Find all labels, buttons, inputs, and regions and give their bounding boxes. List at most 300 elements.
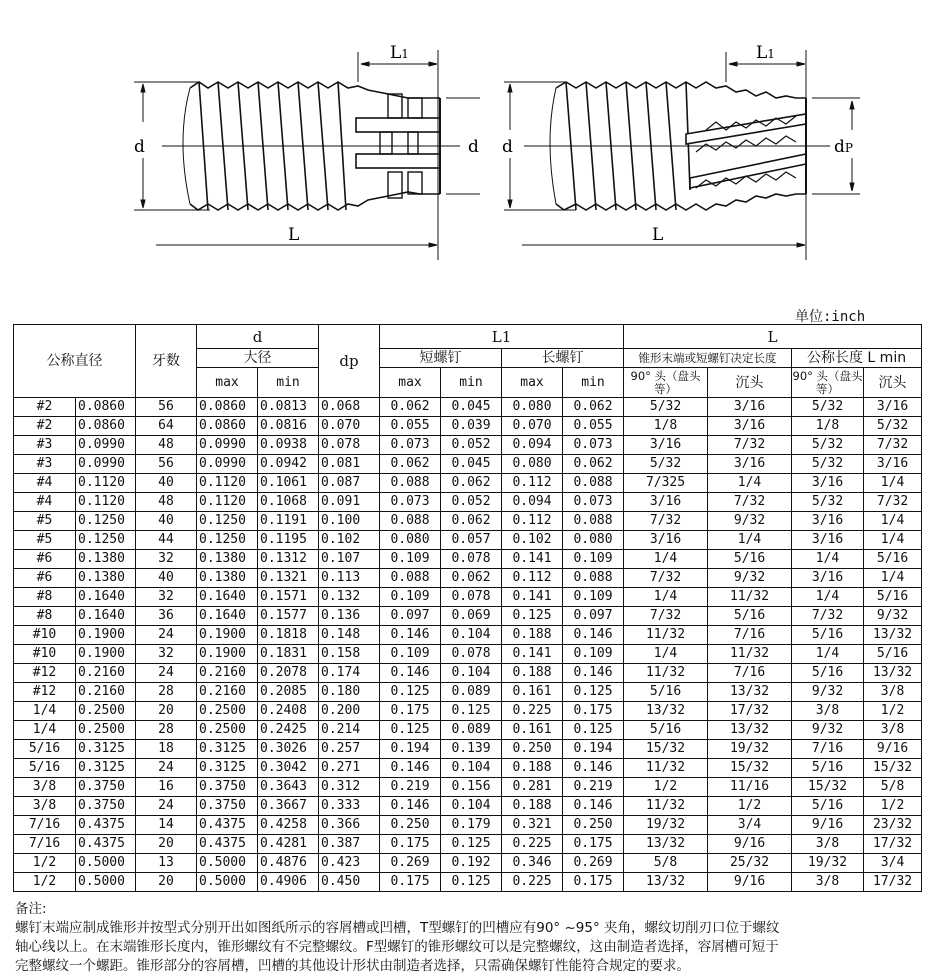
table-cell: 0.125: [563, 683, 624, 702]
table-cell: 0.1191: [258, 512, 319, 531]
table-cell: 7/32: [624, 512, 708, 531]
table-cell: 0.1380: [76, 550, 136, 569]
header-d-min: min: [258, 368, 319, 398]
table-cell: 0.073: [380, 493, 441, 512]
table-cell: 0.1900: [76, 626, 136, 645]
table-cell: 0.4281: [258, 835, 319, 854]
table-cell: 0.5000: [197, 873, 258, 892]
table-cell: 13: [136, 854, 197, 873]
table-body: [14, 398, 922, 892]
table-cell: 5/16: [792, 664, 864, 683]
table-row: [14, 417, 922, 436]
table-cell: 0.1380: [197, 569, 258, 588]
table-cell: 0.4375: [76, 835, 136, 854]
table-cell: 5/16: [792, 759, 864, 778]
table-cell: 0.2078: [258, 664, 319, 683]
header-countersunk-2: 沉头: [864, 368, 922, 398]
table-cell: 0.161: [502, 721, 563, 740]
table-cell: 0.081: [319, 455, 380, 474]
header-nominal-length: 公称长度 L min: [792, 349, 922, 368]
table-cell: 0.068: [319, 398, 380, 417]
table-cell: 0.1250: [76, 531, 136, 550]
table-cell: 0.366: [319, 816, 380, 835]
table-cell: 0.100: [319, 512, 380, 531]
table-cell: 1/2: [864, 797, 922, 816]
table-cell: 0.269: [563, 854, 624, 873]
table-cell: 17/32: [864, 835, 922, 854]
table-cell: 11/32: [708, 645, 792, 664]
table-cell: 0.188: [502, 797, 563, 816]
table-cell: 11/32: [624, 626, 708, 645]
table-cell: 0.091: [319, 493, 380, 512]
svg-text:L: L: [652, 225, 664, 245]
table-cell: 0.0990: [76, 455, 136, 474]
table-cell: 1/4: [624, 550, 708, 569]
table-cell: #2: [14, 398, 76, 417]
table-cell: 0.1380: [76, 569, 136, 588]
table-row: [14, 436, 922, 455]
table-cell: 13/32: [864, 664, 922, 683]
table-cell: 0.2425: [258, 721, 319, 740]
table-cell: 19/32: [792, 854, 864, 873]
table-cell: 0.1312: [258, 550, 319, 569]
table-row: [14, 873, 922, 892]
table-cell: 3/16: [792, 569, 864, 588]
table-cell: #5: [14, 512, 76, 531]
table-cell: 0.088: [380, 474, 441, 493]
table-cell: 0.1380: [197, 550, 258, 569]
table-cell: 0.088: [380, 569, 441, 588]
table-cell: 3/4: [708, 816, 792, 835]
table-cell: 1/2: [708, 797, 792, 816]
table-cell: 0.225: [502, 835, 563, 854]
table-cell: 0.175: [563, 873, 624, 892]
table-cell: 0.104: [441, 626, 502, 645]
table-cell: #10: [14, 626, 76, 645]
table-cell: 1/4: [864, 512, 922, 531]
table-cell: 9/32: [792, 683, 864, 702]
table-cell: 0.097: [380, 607, 441, 626]
table-cell: #6: [14, 569, 76, 588]
table-cell: 5/16: [624, 721, 708, 740]
table-cell: 1/4: [624, 588, 708, 607]
table-cell: 7/16: [708, 664, 792, 683]
table-cell: 0.146: [380, 626, 441, 645]
header-short-min: min: [441, 368, 502, 398]
table-cell: 0.250: [380, 816, 441, 835]
table-cell: 0.269: [380, 854, 441, 873]
table-cell: 1/4: [792, 550, 864, 569]
table-cell: 7/16: [792, 740, 864, 759]
table-cell: 5/32: [792, 436, 864, 455]
table-cell: 0.102: [319, 531, 380, 550]
table-cell: 64: [136, 417, 197, 436]
table-cell: 0.250: [563, 816, 624, 835]
table-cell: 0.080: [563, 531, 624, 550]
table-cell: 0.0942: [258, 455, 319, 474]
table-cell: 17/32: [708, 702, 792, 721]
table-cell: 0.188: [502, 626, 563, 645]
table-cell: 0.3667: [258, 797, 319, 816]
table-cell: 0.062: [380, 455, 441, 474]
table-cell: 0.175: [380, 873, 441, 892]
table-cell: 3/8: [864, 683, 922, 702]
table-cell: 7/32: [864, 493, 922, 512]
table-cell: 0.158: [319, 645, 380, 664]
table-cell: 36: [136, 607, 197, 626]
table-cell: 0.094: [502, 436, 563, 455]
table-cell: 0.062: [380, 398, 441, 417]
table-cell: 0.0813: [258, 398, 319, 417]
table-cell: 9/32: [708, 512, 792, 531]
table-cell: #10: [14, 645, 76, 664]
table-cell: 0.062: [441, 512, 502, 531]
table-cell: 32: [136, 645, 197, 664]
table-cell: 1/8: [624, 417, 708, 436]
table-cell: 0.3125: [76, 740, 136, 759]
table-cell: 0.1900: [197, 626, 258, 645]
table-row: [14, 778, 922, 797]
table-cell: 1/8: [792, 417, 864, 436]
table-cell: 0.139: [441, 740, 502, 759]
table-cell: 0.188: [502, 759, 563, 778]
table-cell: 7/32: [864, 436, 922, 455]
table-cell: 24: [136, 797, 197, 816]
table-cell: 17/32: [864, 873, 922, 892]
table-cell: 3/16: [624, 493, 708, 512]
table-cell: 5/8: [864, 778, 922, 797]
notes-section: [15, 900, 935, 976]
table-cell: 0.088: [563, 474, 624, 493]
notes-line-1: 螺钉末端应制成锥形并按型式分别开出如图纸所示的容屑槽或凹槽，T型螺钉的凹槽应有90° ~95° 夹角，螺纹切削刃口位于螺纹: [15, 920, 780, 936]
table-cell: 5/32: [624, 398, 708, 417]
table-cell: 9/32: [864, 607, 922, 626]
table-cell: 0.156: [441, 778, 502, 797]
table-cell: 11/32: [624, 797, 708, 816]
table-cell: 0.175: [380, 835, 441, 854]
table-cell: 0.321: [502, 816, 563, 835]
table-cell: 1/4: [864, 531, 922, 550]
table-cell: 7/32: [708, 436, 792, 455]
table-cell: 0.062: [563, 398, 624, 417]
table-row: [14, 645, 922, 664]
table-cell: 24: [136, 759, 197, 778]
table-cell: 0.1640: [76, 588, 136, 607]
table-cell: 11/16: [708, 778, 792, 797]
table-row: [14, 588, 922, 607]
table-cell: 0.1250: [197, 512, 258, 531]
table-cell: 0.088: [563, 569, 624, 588]
table-cell: 11/32: [708, 588, 792, 607]
table-cell: #3: [14, 436, 76, 455]
table-cell: 0.057: [441, 531, 502, 550]
table-cell: 11/32: [624, 664, 708, 683]
table-row: [14, 664, 922, 683]
table-cell: 0.2500: [197, 702, 258, 721]
header-threads: 牙数: [136, 325, 197, 398]
table-cell: 48: [136, 493, 197, 512]
header-d-max: max: [197, 368, 258, 398]
svg-text:d: d: [468, 137, 479, 157]
table-cell: 13/32: [624, 702, 708, 721]
table-cell: 0.3750: [76, 778, 136, 797]
table-row: [14, 474, 922, 493]
table-cell: 0.175: [380, 702, 441, 721]
table-cell: 0.450: [319, 873, 380, 892]
table-cell: 0.1195: [258, 531, 319, 550]
table-cell: 0.136: [319, 607, 380, 626]
table-cell: 0.1120: [197, 474, 258, 493]
table-cell: 1/2: [864, 702, 922, 721]
table-row: [14, 569, 922, 588]
header-L1: L1: [380, 325, 624, 349]
table-cell: 0.4375: [197, 816, 258, 835]
table-cell: #4: [14, 474, 76, 493]
table-cell: 13/32: [624, 835, 708, 854]
table-cell: 7/325: [624, 474, 708, 493]
table-cell: 7/32: [624, 569, 708, 588]
table-cell: 0.078: [441, 550, 502, 569]
table-cell: 3/16: [864, 398, 922, 417]
table-cell: 0.1321: [258, 569, 319, 588]
header-dp: dp: [319, 325, 380, 398]
table-cell: 0.3125: [76, 759, 136, 778]
table-cell: 0.141: [502, 550, 563, 569]
table-row: [14, 702, 922, 721]
header-short-max: max: [380, 368, 441, 398]
table-cell: 0.225: [502, 873, 563, 892]
table-cell: 0.5000: [197, 854, 258, 873]
screw-drawing-f-type: [490, 30, 870, 260]
table-cell: 0.3750: [76, 797, 136, 816]
table-cell: 0.062: [441, 474, 502, 493]
table-cell: 0.175: [563, 835, 624, 854]
table-cell: 3/16: [624, 531, 708, 550]
table-cell: 0.141: [502, 645, 563, 664]
table-cell: 40: [136, 474, 197, 493]
table-cell: 3/16: [792, 512, 864, 531]
table-cell: 5/8: [624, 854, 708, 873]
table-cell: 0.109: [563, 588, 624, 607]
table-cell: 0.146: [563, 664, 624, 683]
table-cell: 5/16: [792, 797, 864, 816]
table-cell: #8: [14, 588, 76, 607]
table-cell: 0.4906: [258, 873, 319, 892]
table-cell: 32: [136, 588, 197, 607]
table-cell: 1/4: [792, 588, 864, 607]
table-cell: 0.1900: [76, 645, 136, 664]
table-cell: 7/16: [14, 835, 76, 854]
table-cell: 0.3643: [258, 778, 319, 797]
table-row: [14, 550, 922, 569]
svg-text:d: d: [134, 137, 145, 157]
table-cell: 25/32: [708, 854, 792, 873]
table-cell: 32: [136, 550, 197, 569]
table-cell: 0.1640: [76, 607, 136, 626]
table-cell: 0.1640: [197, 588, 258, 607]
table-cell: 9/16: [708, 873, 792, 892]
table-cell: 13/32: [708, 721, 792, 740]
table-cell: 0.0860: [76, 417, 136, 436]
table-cell: 3/16: [864, 455, 922, 474]
table-cell: 0.052: [441, 493, 502, 512]
table-cell: 5/32: [864, 417, 922, 436]
table-cell: #3: [14, 455, 76, 474]
table-cell: 0.4375: [76, 816, 136, 835]
table-cell: 5/16: [864, 550, 922, 569]
table-cell: 0.146: [380, 797, 441, 816]
table-cell: 0.125: [441, 702, 502, 721]
table-cell: 0.102: [502, 531, 563, 550]
table-cell: 44: [136, 531, 197, 550]
table-cell: 15/32: [864, 759, 922, 778]
table-row: [14, 854, 922, 873]
header-long-screw: 长螺钉: [502, 349, 624, 368]
table-cell: 0.1120: [197, 493, 258, 512]
table-cell: 56: [136, 455, 197, 474]
table-cell: 0.1120: [76, 474, 136, 493]
table-cell: 0.125: [441, 835, 502, 854]
table-cell: 11/32: [624, 759, 708, 778]
table-cell: 0.080: [502, 398, 563, 417]
table-cell: 19/32: [708, 740, 792, 759]
table-cell: 3/16: [708, 398, 792, 417]
table-cell: 13/32: [624, 873, 708, 892]
table-cell: 23/32: [864, 816, 922, 835]
table-cell: 0.2408: [258, 702, 319, 721]
table-cell: 0.107: [319, 550, 380, 569]
table-cell: 0.104: [441, 797, 502, 816]
table-cell: 0.109: [380, 645, 441, 664]
table-cell: 5/16: [624, 683, 708, 702]
table-cell: 3/8: [792, 873, 864, 892]
svg-text:L: L: [288, 225, 300, 245]
table-cell: #12: [14, 683, 76, 702]
header-countersunk: 沉头: [708, 368, 792, 398]
table-cell: 5/16: [864, 588, 922, 607]
table-cell: 0.225: [502, 702, 563, 721]
svg-text:L1: L1: [390, 43, 409, 63]
table-cell: 0.0938: [258, 436, 319, 455]
table-cell: 0.3026: [258, 740, 319, 759]
unit-label: 单位:inch: [795, 309, 866, 325]
table-cell: 20: [136, 873, 197, 892]
table-cell: 0.1250: [197, 531, 258, 550]
table-cell: 13/32: [864, 626, 922, 645]
table-cell: 0.055: [380, 417, 441, 436]
table-cell: 0.188: [502, 664, 563, 683]
table-cell: 0.089: [441, 721, 502, 740]
table-cell: #6: [14, 550, 76, 569]
table-row: [14, 835, 922, 854]
table-cell: 1/4: [14, 702, 76, 721]
table-cell: 3/16: [708, 455, 792, 474]
table-cell: 0.175: [563, 702, 624, 721]
table-cell: 40: [136, 512, 197, 531]
table-cell: 24: [136, 664, 197, 683]
table-cell: 1/2: [14, 873, 76, 892]
table-cell: 3/16: [624, 436, 708, 455]
table-cell: 3/8: [864, 721, 922, 740]
table-cell: 5/32: [792, 398, 864, 417]
table-cell: 0.109: [380, 588, 441, 607]
table-cell: 13/32: [708, 683, 792, 702]
table-cell: 0.2500: [76, 702, 136, 721]
table-cell: 0.080: [380, 531, 441, 550]
table-cell: 0.0860: [76, 398, 136, 417]
table-cell: 0.1818: [258, 626, 319, 645]
table-cell: 3/16: [792, 474, 864, 493]
table-cell: 0.2085: [258, 683, 319, 702]
table-cell: 0.180: [319, 683, 380, 702]
table-cell: 9/16: [864, 740, 922, 759]
table-row: [14, 531, 922, 550]
screw-drawing-t-type: [120, 30, 480, 260]
table-cell: 7/16: [708, 626, 792, 645]
table-cell: 0.125: [502, 607, 563, 626]
table-row: [14, 797, 922, 816]
table-cell: 3/16: [708, 417, 792, 436]
table-row: [14, 607, 922, 626]
svg-text:dP: dP: [834, 137, 853, 157]
table-cell: 28: [136, 683, 197, 702]
table-cell: 0.112: [502, 474, 563, 493]
header-90-pan-head-2: 90° 头（盘头等）: [792, 368, 863, 396]
table-cell: 0.271: [319, 759, 380, 778]
screw-f-type-icon: [490, 30, 870, 260]
table-cell: 7/16: [14, 816, 76, 835]
table-cell: 3/8: [14, 778, 76, 797]
table-row: [14, 721, 922, 740]
table-cell: 7/32: [792, 607, 864, 626]
table-cell: 7/32: [708, 493, 792, 512]
header-long-max: max: [502, 368, 563, 398]
table-cell: #4: [14, 493, 76, 512]
table-cell: 3/8: [792, 835, 864, 854]
table-cell: 0.104: [441, 664, 502, 683]
table-cell: 0.2160: [197, 683, 258, 702]
notes-line-3: 完整螺纹一个螺距。锥形部分的容屑槽，凹槽的其他设计形状由制造者选择，只需确保螺钉性能符合规定的要求。: [15, 958, 690, 974]
table-cell: 40: [136, 569, 197, 588]
table-cell: 0.112: [502, 512, 563, 531]
table-cell: 19/32: [624, 816, 708, 835]
table-cell: 0.387: [319, 835, 380, 854]
table-cell: 5/32: [792, 493, 864, 512]
table-cell: 0.132: [319, 588, 380, 607]
notes-line-2: 轴心线以上。在末端锥形长度内，锥形螺纹有不完整螺纹。F型螺钉的锥形螺纹可以是完整螺纹，这由制造者选择，容屑槽可短于: [15, 939, 779, 955]
table-cell: 0.3750: [197, 778, 258, 797]
table-cell: 0.2160: [197, 664, 258, 683]
table-cell: 5/32: [792, 455, 864, 474]
table-cell: 0.109: [563, 550, 624, 569]
table-cell: 0.5000: [76, 873, 136, 892]
table-cell: 0.109: [380, 550, 441, 569]
table-row: [14, 398, 922, 417]
table-cell: 0.0990: [76, 436, 136, 455]
table-cell: 0.333: [319, 797, 380, 816]
table-cell: 0.045: [441, 455, 502, 474]
table-cell: 0.1900: [197, 645, 258, 664]
table-cell: 0.312: [319, 778, 380, 797]
table-cell: 56: [136, 398, 197, 417]
table-cell: 0.4876: [258, 854, 319, 873]
table-cell: 0.1831: [258, 645, 319, 664]
table-cell: 0.1571: [258, 588, 319, 607]
table-cell: #2: [14, 417, 76, 436]
table-cell: 3/8: [14, 797, 76, 816]
table-row: [14, 816, 922, 835]
table-cell: 0.2160: [76, 664, 136, 683]
